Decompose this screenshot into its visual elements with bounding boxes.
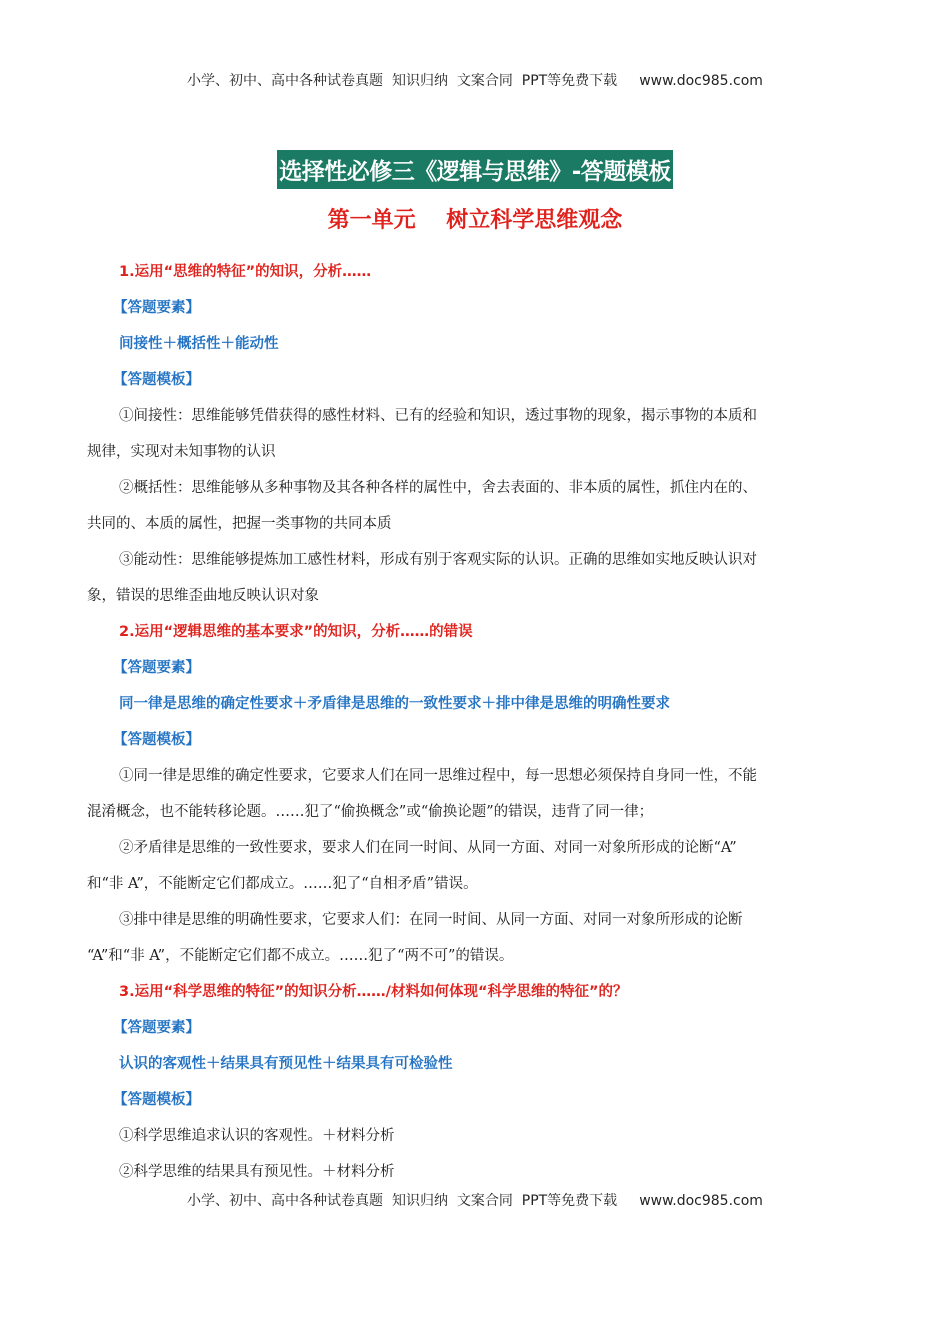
section1-point1-a: ①间接性：思维能够凭借获得的感性材料、已有的经验和知识，透过事物的现象，揭示事物的本质和 (119, 408, 757, 424)
section3-point2: ②科学思维的结果具有预见性。＋材料分析 (119, 1164, 395, 1180)
section1-point3-a: ③能动性：思维能够提炼加工感性材料，形成有别于客观实际的认识。正确的思维如实地反映认识对 (119, 552, 757, 568)
section1-key-label: 【答题要素】 (113, 300, 200, 316)
section2-key-label: 【答题要素】 (113, 660, 200, 676)
section1-point2-a: ②概括性：思维能够从多种事物及其各种各样的属性中，舍去表面的、非本质的属性，抓住内在的、 (119, 480, 757, 496)
section2-template-label: 【答题模板】 (113, 732, 200, 748)
footer-url[interactable]: www.doc985.com (639, 1193, 763, 1209)
section1-template-label: 【答题模板】 (113, 372, 200, 388)
document-body (87, 254, 862, 1190)
footer-text: 小学、初中、高中各种试卷真题 知识归纳 文案合同 PPT等免费下载 (187, 1193, 618, 1209)
header-url[interactable]: www.doc985.com (639, 73, 763, 89)
section3-question: 3.运用“科学思维的特征”的知识分析……/材料如何体现“科学思维的特征”的？ (119, 984, 628, 1000)
section2-point1-b: 混淆概念，也不能转移论题。……犯了“偷换概念”或“偷换论题”的错误，违背了同一律； (87, 804, 654, 820)
section2-question: 2.运用“逻辑思维的基本要求”的知识，分析……的错误 (119, 624, 473, 640)
section3-point1: ①科学思维追求认识的客观性。＋材料分析 (119, 1128, 395, 1144)
section3-template-label: 【答题模板】 (113, 1092, 200, 1108)
section2-point3-b: “A”和“非 A”，不能断定它们都不成立。……犯了“两不可”的错误。 (87, 948, 514, 964)
section2-point1-a: ①同一律是思维的确定性要求，它要求人们在同一思维过程中，每一思想必须保持自身同一性，不能 (119, 768, 757, 784)
unit-heading: 第一单元 树立科学思维观念 (327, 208, 623, 233)
page-footer (0, 1190, 950, 1210)
section2-point2-b: 和“非 A”，不能断定它们都成立。……犯了“自相矛盾”错误。 (87, 876, 478, 892)
section2-point2-a: ②矛盾律是思维的一致性要求，要求人们在同一时间、从同一方面、对同一对象所形成的论断“A” (119, 840, 737, 856)
page-header (0, 70, 950, 90)
section1-key: 间接性＋概括性＋能动性 (119, 336, 279, 352)
header-text: 小学、初中、高中各种试卷真题 知识归纳 文案合同 PPT等免费下载 (187, 73, 618, 89)
section3-key-label: 【答题要素】 (113, 1020, 200, 1036)
section3-key: 认识的客观性＋结果具有预见性＋结果具有可检验性 (119, 1056, 453, 1072)
section1-point3-b: 象，错误的思维歪曲地反映认识对象 (87, 588, 319, 604)
section2-key: 同一律是思维的确定性要求＋矛盾律是思维的一致性要求＋排中律是思维的明确性要求 (119, 696, 670, 712)
title-wrap (0, 150, 950, 189)
section2-point3-a: ③排中律是思维的明确性要求，它要求人们：在同一时间、从同一方面、对同一对象所形成的论断 (119, 912, 743, 928)
section1-question: 1.运用“思维的特征”的知识，分析…… (119, 264, 372, 280)
document-title: 选择性必修三《逻辑与思维》-答题模板 (277, 150, 673, 189)
section1-point1-b: 规律，实现对未知事物的认识 (87, 444, 276, 460)
section1-point2-b: 共同的、本质的属性，把握一类事物的共同本质 (87, 516, 392, 532)
